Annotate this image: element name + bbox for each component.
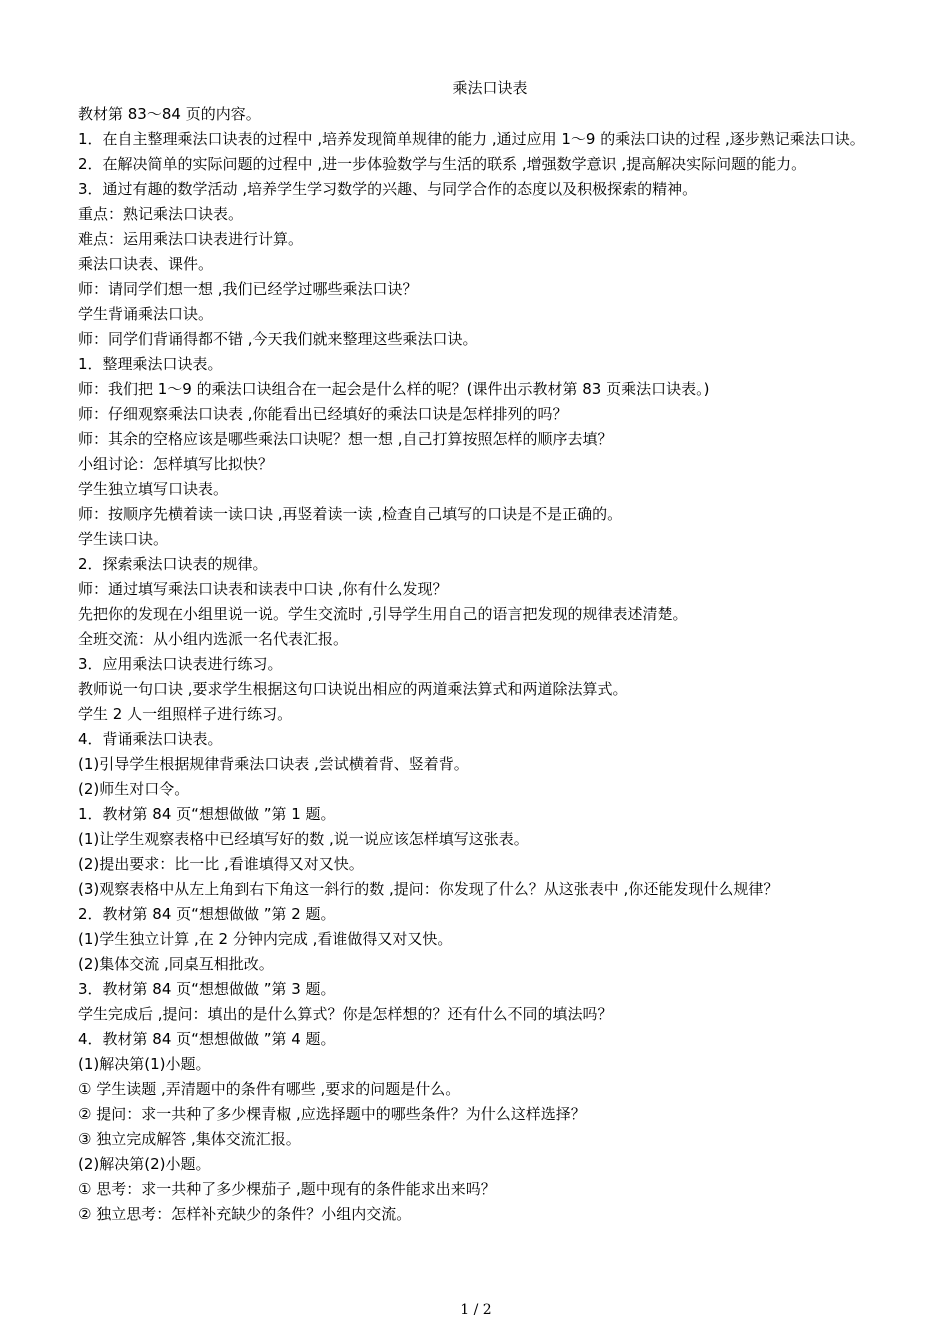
paragraph: (1)引导学生根据规律背乘法口诀表 ,尝试横着背、竖着背。 xyxy=(78,755,469,773)
paragraph: 师：按顺序先横着读一读口诀 ,再竖着读一读 ,检查自己填写的口诀是不是正确的。 xyxy=(78,505,623,523)
paragraph: (2)集体交流 ,同桌互相批改。 xyxy=(78,955,274,973)
paragraph: 学生背诵乘法口诀。 xyxy=(78,305,214,323)
paragraph: 教师说一句口诀 ,要求学生根据这句口诀说出相应的两道乘法算式和两道除法算式。 xyxy=(78,680,628,698)
page-number: 1 / 2 xyxy=(460,1302,492,1318)
paragraph: 小组讨论：怎样填写比拟快？ xyxy=(78,455,274,473)
paragraph: 学生 2 人一组照样子进行练习。 xyxy=(78,705,293,723)
paragraph: (2)解决第(2)小题。 xyxy=(78,1155,211,1173)
paragraph: 3．通过有趣的数学活动 ,培养学生学习数学的兴趣、与同学合作的态度以及积极探索的精神。 xyxy=(78,180,698,198)
paragraph: 师：同学们背诵得都不错 ,今天我们就来整理这些乘法口诀。 xyxy=(78,330,478,348)
paragraph: 学生独立填写口诀表。 xyxy=(78,480,229,498)
paragraph: 4．背诵乘法口诀表。 xyxy=(78,730,223,748)
paragraph: 乘法口诀表、课件。 xyxy=(78,255,214,273)
paragraph: 师：我们把 1～9 的乘法口诀组合在一起会是什么样的呢？(课件出示教材第 83 页乘法口诀表。) xyxy=(78,380,710,398)
paragraph: 教材第 83～84 页的内容。 xyxy=(78,105,261,123)
paragraph: ② 提问：求一共种了多少棵青椒 ,应选择题中的哪些条件？为什么这样选择？ xyxy=(78,1105,586,1123)
paragraph: 1．整理乘法口诀表。 xyxy=(78,355,223,373)
paragraph: 学生完成后 ,提问：填出的是什么算式？你是怎样想的？还有什么不同的填法吗？ xyxy=(78,1005,613,1023)
paragraph: 2．教材第 84 页“想想做做 ”第 2 题。 xyxy=(78,905,336,923)
paragraph: 2．探索乘法口诀表的规律。 xyxy=(78,555,268,573)
paragraph: 学生读口诀。 xyxy=(78,530,169,548)
paragraph: 师：仔细观察乘法口诀表 ,你能看出已经填好的乘法口诀是怎样排列的吗？ xyxy=(78,405,568,423)
paragraph: 师：通过填写乘法口诀表和读表中口诀 ,你有什么发现？ xyxy=(78,580,448,598)
paragraph: 1．在自主整理乘法口诀表的过程中 ,培养发现简单规律的能力 ,通过应用 1～9 的乘法口诀的过程 ,逐步熟记乘法口诀。 xyxy=(78,130,865,148)
paragraph: 师：请同学们想一想 ,我们已经学过哪些乘法口诀？ xyxy=(78,280,418,298)
paragraph: (3)观察表格中从左上角到右下角这一斜行的数 ,提问：你发现了什么？从这张表中 ,你还能发现什么规律？ xyxy=(78,880,779,898)
paragraph: (1)解决第(1)小题。 xyxy=(78,1055,211,1073)
paragraph: 1．教材第 84 页“想想做做 ”第 1 题。 xyxy=(78,805,336,823)
paragraph: 难点：运用乘法口诀表进行计算。 xyxy=(78,230,304,248)
document-title: 乘法口诀表 xyxy=(452,79,528,97)
paragraph: (1)学生独立计算 ,在 2 分钟内完成 ,看谁做得又对又快。 xyxy=(78,930,453,948)
paragraph: 全班交流：从小组内选派一名代表汇报。 xyxy=(78,630,349,648)
paragraph: 3．教材第 84 页“想想做做 ”第 3 题。 xyxy=(78,980,336,998)
paragraph: ① 学生读题 ,弄清题中的条件有哪些 ,要求的问题是什么。 xyxy=(78,1080,461,1098)
document-body xyxy=(68,102,898,1227)
paragraph: ② 独立思考：怎样补充缺少的条件？小组内交流。 xyxy=(78,1205,412,1223)
paragraph: 3．应用乘法口诀表进行练习。 xyxy=(78,655,283,673)
paragraph: 重点：熟记乘法口诀表。 xyxy=(78,205,244,223)
paragraph: (2)提出要求：比一比 ,看谁填得又对又快。 xyxy=(78,855,364,873)
paragraph: ③ 独立完成解答 ,集体交流汇报。 xyxy=(78,1130,301,1148)
paragraph: 4．教材第 84 页“想想做做 ”第 4 题。 xyxy=(78,1030,336,1048)
paragraph: 2．在解决简单的实际问题的过程中 ,进一步体验数学与生活的联系 ,增强数学意识 ,提高解决实际问题的能力。 xyxy=(78,155,807,173)
paragraph: ① 思考：求一共种了多少棵茄子 ,题中现有的条件能求出来吗？ xyxy=(78,1180,496,1198)
paragraph: (1)让学生观察表格中已经填写好的数 ,说一说应该怎样填写这张表。 xyxy=(78,830,529,848)
paragraph: 师：其余的空格应该是哪些乘法口诀呢？想一想 ,自己打算按照怎样的顺序去填？ xyxy=(78,430,613,448)
paragraph: (2)师生对口令。 xyxy=(78,780,190,798)
paragraph: 先把你的发现在小组里说一说。学生交流时 ,引导学生用自己的语言把发现的规律表述清楚。 xyxy=(78,605,688,623)
